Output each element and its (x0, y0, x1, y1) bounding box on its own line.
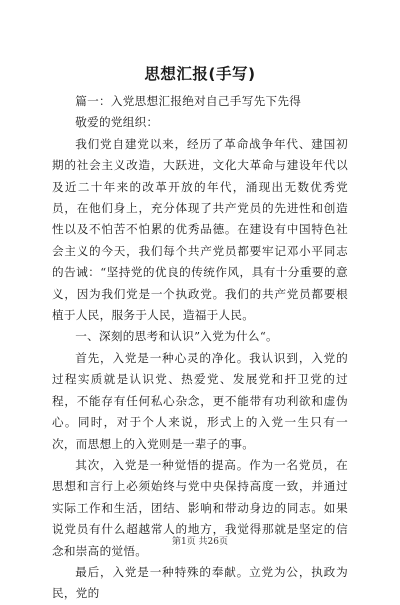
paragraph: 其次，入党是一种觉悟的提高。作为一名党员，在思想和言行上必须始终与党中央保持高度一致，并通过实际工作和生活，团结、影响和带动身边的同志。如果说党员有什么超越常人的地方，我觉得那就是坚定的信念和崇高的觉悟。 (52, 457, 348, 558)
page-footer: 第1页 共26页 (171, 537, 229, 547)
salutation: 敬爱的党组织： (75, 115, 159, 130)
section-heading: 篇一：入党思想汇报绝对自己手写先下先得 (75, 94, 302, 108)
document-body (52, 91, 348, 605)
subsection-heading: 一、深刻的思考和认识”入党为什么“。 (75, 329, 278, 344)
paragraph: 最后，入党是一种特殊的奉献。立党为公，执政为民，党的 (52, 564, 348, 601)
paragraph: 首先，入党是一种心灵的净化。我认识到，入党的过程实质就是认识党、热爱党、发展党和扞卫党的过程，不能存有任何私心杂念，更不能带有功利欲和虚伪心。同时，对于个人来说，形式上的入党一生只有一次，而思想上的入党则是一辈子的事。 (52, 350, 348, 451)
paragraph: 我们党自建党以来，经历了革命战争年代、建国初期的社会主义改造，大跃进，文化大革命与建设年代以及近二十年来的改革开放的年代，涌现出无数优秀党员，在他们身上，充分体现了共产党员的先进性和创造性以及不怕苦不怕累的优秀品德。在建设有中国特色社会主义的今天，我们每个共产党员都要牢记邓小平同志的告诫：“坚持党的优良的传统作风，具有十分重要的意义，因为我们党是一个执政党。我们的共产党员都要根植于人民，服务于人民，造福于人民。 (52, 136, 348, 323)
document-title: 思想汇报(手写) (144, 65, 256, 83)
